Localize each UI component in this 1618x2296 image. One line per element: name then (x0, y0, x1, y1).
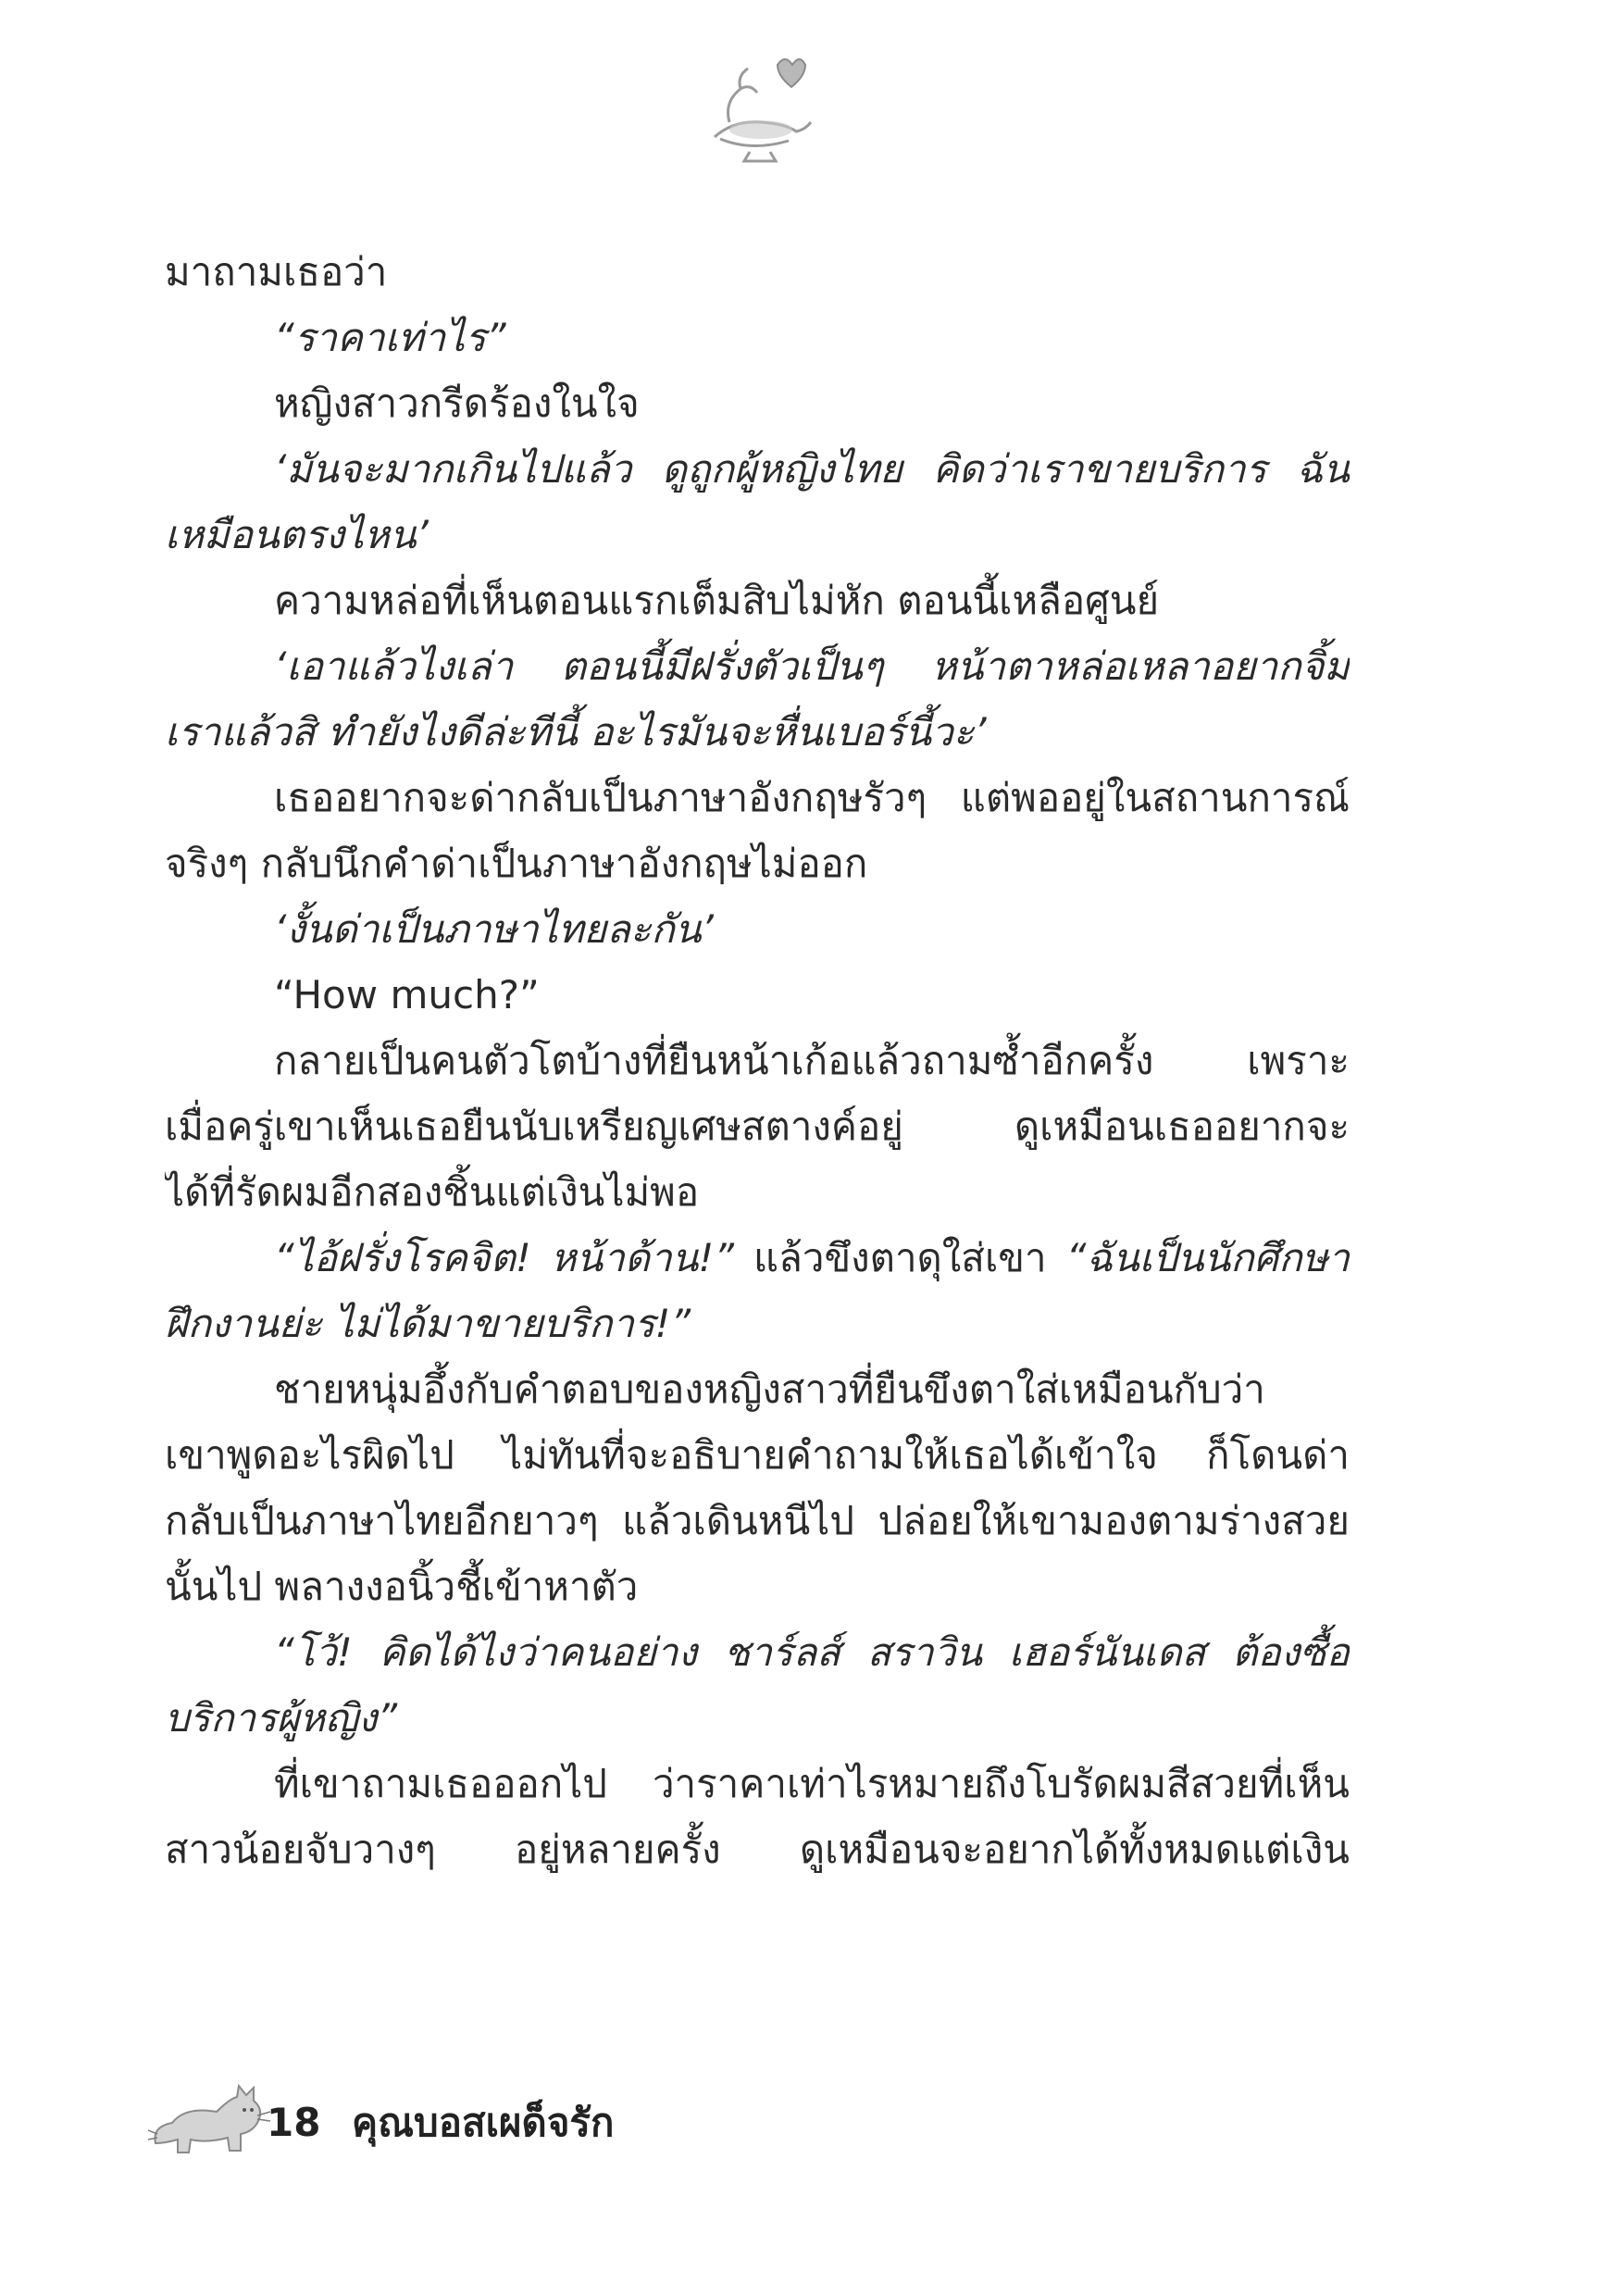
text-line: “How much?” (274, 972, 540, 1017)
text-line: ‘เอาแล้วไงเล่า ตอนนี้มีฝรั่งตัวเป็นๆ หน้าตาหล่อเหลาอยากจิ้ม (274, 643, 1350, 689)
text-line: ที่เขาถามเธอออกไป ว่าราคาเท่าไรหมายถึงโบรัดผมสีสวยที่เห็น (274, 1761, 1350, 1806)
text-line: จริงๆ กลับนึกคำด่าเป็นภาษาอังกฤษไม่ออก (165, 841, 868, 886)
text-line: ‘งั้นด่าเป็นภาษาไทยละกัน’ (274, 906, 714, 952)
text-line (165, 1225, 1350, 1291)
page-number: 18 (267, 2100, 321, 2145)
text-line: ความหล่อที่เห็นตอนแรกเต็มสิบไม่หัก ตอนนี้เหลือศูนย์ (274, 578, 1160, 623)
text-line: กลายเป็นคนตัวโตบ้างที่ยืนหน้าเก้อแล้วถามซ้ำอีกครั้ง เพราะ (274, 1038, 1350, 1083)
text-line: ชายหนุ่มอึ้งกับคำตอบของหญิงสาวที่ยืนขึงตาใส่เหมือนกับว่า (274, 1366, 1265, 1412)
text-line: เธออยากจะด่ากลับเป็นภาษาอังกฤษรัวๆ แต่พออยู่ในสถานการณ์ (274, 775, 1350, 820)
italic-segment: “ฉันเป็นนักศึกษา (1065, 1235, 1350, 1280)
text-line: บริการผู้หญิง” (165, 1695, 398, 1741)
text-line: ได้ที่รัดผมอีกสองชิ้นแต่เงินไม่พอ (165, 1169, 700, 1215)
text-line: สาวน้อยจับวางๆ อยู่หลายครั้ง ดูเหมือนจะอยากได้ทั้งหมดแต่เงิน (165, 1827, 1350, 1872)
text-line: “ราคาเท่าไร” (274, 315, 506, 360)
text-line: “โว้! คิดได้ไงว่าคนอย่าง ชาร์ลส์ สราวิน เฮอร์นันเดส ต้องซื้อ (274, 1629, 1350, 1675)
plain-segment: แล้วขึงตาดุใส่เขา (733, 1235, 1066, 1280)
italic-segment: “ไอ้ฝรั่งโรคจิต! หน้าด้าน!” (274, 1235, 734, 1280)
text-line: หญิงสาวกรีดร้องในใจ (274, 381, 640, 426)
cat-icon (148, 2078, 273, 2157)
text-line: เมื่อครู่เขาเห็นเธอยืนนับเหรียญเศษสตางค์อยู่ ดูเหมือนเธออยากจะ (165, 1104, 1350, 1149)
text-line: กลับเป็นภาษาไทยอีกยาวๆ แล้วเดินหนีไป ปล่อยให้เขามองตามร่างสวย (165, 1498, 1350, 1543)
text-line: มาถามเธอว่า (165, 249, 388, 294)
text-line: เราแล้วสิ ทำยังไงดีล่ะทีนี้ อะไรมันจะหื่นเบอร์นี้วะ’ (165, 709, 987, 755)
book-title: คุณบอสเผด็จรัก (352, 2100, 615, 2145)
body-text (165, 239, 1350, 1882)
text-line: เหมือนตรงไหน’ (165, 512, 429, 557)
genie-lamp-ornament-icon (696, 56, 816, 167)
page-footer (148, 2078, 981, 2162)
text-line: นั้นไป พลางงอนิ้วชี้เข้าหาตัว (165, 1564, 639, 1609)
text-line: ‘มันจะมากเกินไปแล้ว ดูถูกผู้หญิงไทย คิดว่าเราขายบริการ ฉัน (274, 446, 1350, 492)
text-line: เขาพูดอะไรผิดไป ไม่ทันที่จะอธิบายคำถามให้เธอได้เข้าใจ ก็โดนด่า (165, 1432, 1350, 1478)
text-line: ฝึกงานย่ะ ไม่ได้มาขายบริการ!” (165, 1301, 691, 1346)
